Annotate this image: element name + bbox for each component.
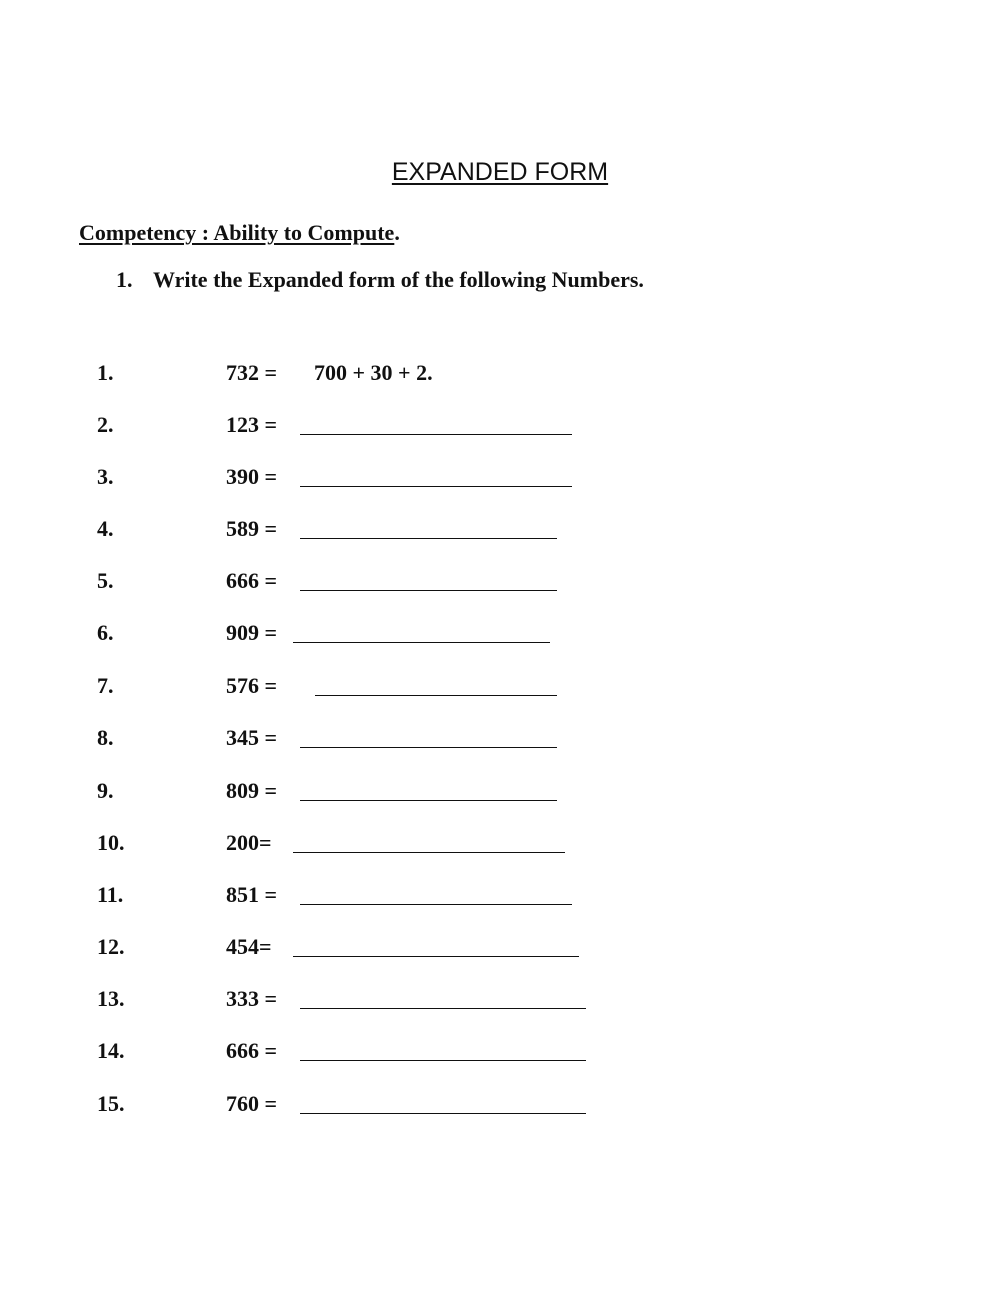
instruction-text: Write the Expanded form of the following Numbers. — [153, 267, 644, 292]
exercise-number: 454= — [226, 934, 272, 959]
exercise-row-3 — [0, 462, 1000, 492]
exercise-index: 6. — [97, 620, 114, 645]
instruction-number: 1. — [116, 267, 133, 292]
exercise-row-13 — [0, 984, 1000, 1014]
exercise-number: 123 = — [226, 412, 278, 437]
exercise-row-9 — [0, 776, 1000, 806]
exercise-number: 390 = — [226, 464, 278, 489]
exercise-number: 200= — [226, 830, 272, 855]
answer-blank-line[interactable] — [293, 852, 565, 853]
exercise-number: 732 = — [226, 360, 278, 385]
exercise-row-12 — [0, 932, 1000, 962]
exercise-index: 12. — [97, 934, 125, 959]
answer-blank-line[interactable] — [300, 486, 572, 487]
worksheet-title — [0, 156, 1000, 188]
exercise-number: 589 = — [226, 516, 278, 541]
exercise-number: 345 = — [226, 725, 278, 750]
exercise-index: 1. — [97, 360, 114, 385]
exercise-index: 3. — [97, 464, 114, 489]
exercise-index: 13. — [97, 986, 125, 1011]
answer-blank-line[interactable] — [300, 1113, 586, 1114]
answer-blank-line[interactable] — [300, 590, 557, 591]
exercise-number: 909 = — [226, 620, 278, 645]
exercise-number: 666 = — [226, 568, 278, 593]
exercise-row-5 — [0, 566, 1000, 596]
competency-label: Competency : Ability to Compute — [79, 220, 395, 245]
exercise-index: 10. — [97, 830, 125, 855]
exercise-index: 8. — [97, 725, 114, 750]
exercise-index: 14. — [97, 1038, 125, 1063]
exercise-index: 7. — [97, 673, 114, 698]
answer-blank-line[interactable] — [300, 747, 557, 748]
exercise-index: 5. — [97, 568, 114, 593]
competency-period: . — [394, 220, 400, 245]
exercise-row-1 — [0, 358, 1000, 388]
answer-blank-line[interactable] — [300, 434, 572, 435]
exercise-number: 760 = — [226, 1091, 278, 1116]
answer-blank-line[interactable] — [300, 904, 572, 905]
exercise-number: 851 = — [226, 882, 278, 907]
exercise-index: 2. — [97, 412, 114, 437]
exercise-row-7 — [0, 671, 1000, 701]
exercise-row-6 — [0, 618, 1000, 648]
exercise-number: 333 = — [226, 986, 278, 1011]
exercise-answer: 700 + 30 + 2. — [314, 360, 433, 385]
worksheet-title-text: EXPANDED FORM — [391, 158, 609, 186]
exercise-number: 809 = — [226, 778, 278, 803]
exercise-number: 666 = — [226, 1038, 278, 1063]
exercise-index: 15. — [97, 1091, 125, 1116]
exercise-row-14 — [0, 1036, 1000, 1066]
answer-blank-line[interactable] — [293, 956, 579, 957]
exercise-row-4 — [0, 514, 1000, 544]
competency-line — [79, 218, 400, 248]
exercise-row-2 — [0, 410, 1000, 440]
answer-blank-line[interactable] — [300, 538, 557, 539]
exercise-index: 9. — [97, 778, 114, 803]
exercise-row-11 — [0, 880, 1000, 910]
exercise-row-15 — [0, 1089, 1000, 1119]
answer-blank-line[interactable] — [300, 800, 557, 801]
exercise-row-10 — [0, 828, 1000, 858]
exercise-index: 4. — [97, 516, 114, 541]
answer-blank-line[interactable] — [300, 1008, 586, 1009]
exercise-row-8 — [0, 723, 1000, 753]
instruction-line — [116, 265, 644, 295]
answer-blank-line[interactable] — [315, 695, 557, 696]
exercise-number: 576 = — [226, 673, 278, 698]
answer-blank-line[interactable] — [300, 1060, 586, 1061]
answer-blank-line[interactable] — [293, 642, 550, 643]
exercise-index: 11. — [97, 882, 124, 907]
